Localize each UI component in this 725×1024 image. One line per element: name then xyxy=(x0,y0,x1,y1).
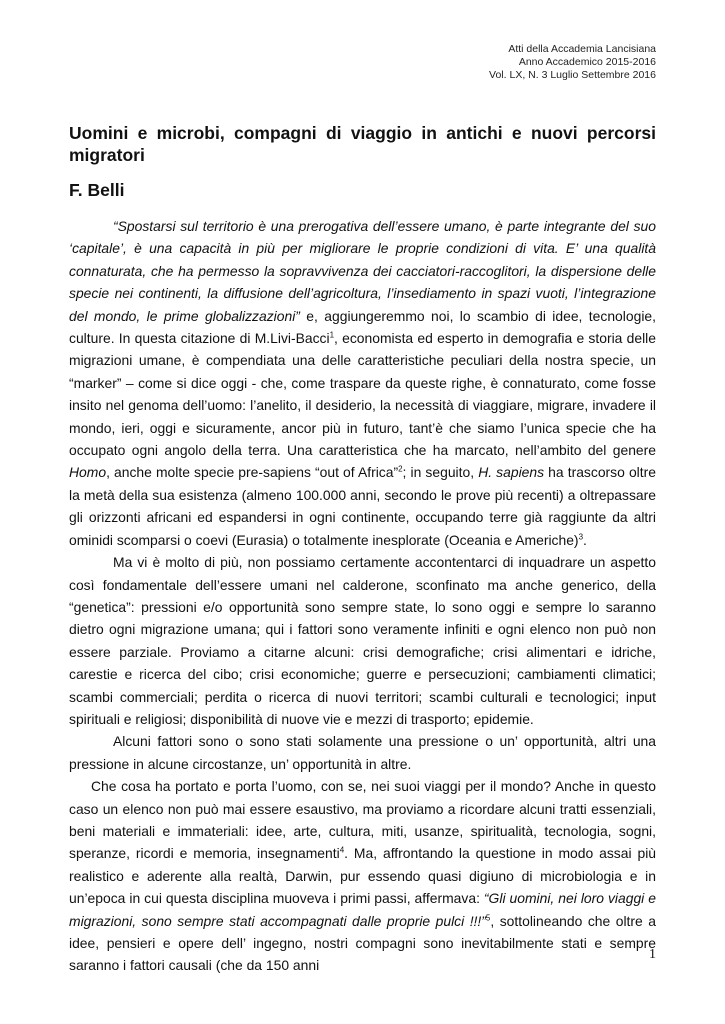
article-title: Uomini e microbi, compagni di viaggio in antichi e nuovi percorsi migratori xyxy=(69,123,656,165)
genus-homo: Homo xyxy=(69,464,107,481)
paragraph-2: Ma vi è molto di più, non possiamo certamente accontentarci di inquadrare un aspetto così fondamentale dell’essere umani nel calderone, sconfinato ma anche generico, della “genetica”: pressioni e/o opportunità sono sempre state, lo sono oggi e sempre lo saranno dietro ogni migrazione umana; qui i fattori sono veramente infiniti e ogni elenco non può non essere parziale. Proviamo a citarne alcuni: crisi demografiche; crisi alimentari e idriche, carestie e ricerca del cibo; crisi economiche; guerre e persecuzioni; cambiamenti climatici; scambi commerciali; perdita o ricerca di nuovi territori; scambi culturali e tecnologici; input spirituali e religiosi; disponibilità di nuove vie e mezzi di trasporto; epidemie. xyxy=(69,554,656,727)
paragraph-3: Alcuni fattori sono o sono stati solamente una pressione o un’ opportunità, altri una pressione in alcune circostanze, un’ opportunità in altre. xyxy=(69,733,656,772)
text-span: . xyxy=(583,531,587,548)
journal-header xyxy=(489,43,656,82)
species-h-sapiens: H. sapiens xyxy=(478,464,545,481)
footnote-ref-3: 3 xyxy=(578,532,584,542)
text-span: Che cosa ha portato e porta l’uomo, con se, nei suoi viaggi per il mondo? Anche in questo caso un elenco non può mai essere esaustivo, ma proviamo a ricordare alcuni tratti essenziali, beni materiali e immateriali: idee, arte, cultura, miti, usanze, spiritualità, tecnologia, sogni, speranze, ricordi e memoria, insegnamenti xyxy=(69,778,656,862)
paragraph-1 xyxy=(69,215,656,551)
article-author: F. Belli xyxy=(69,180,125,200)
header-volume: Vol. LX, N. 3 Luglio Settembre 2016 xyxy=(489,69,656,81)
text-span: . Ma, affrontando la questione in modo assai più realistico e aderente alla realtà, Darwin, pur essendo quasi digiuno di microbiologia e in un’epoca in cui questa disciplina muoveva i primi passi, affermava: xyxy=(69,845,656,907)
paragraph-4 xyxy=(69,775,656,977)
header-journal-name: Atti della Accademia Lancisiana xyxy=(508,43,656,55)
footnote-ref-5: 5 xyxy=(485,912,491,922)
footnote-ref-2: 2 xyxy=(398,464,403,474)
header-academic-year: Anno Accademico 2015-2016 xyxy=(518,56,656,68)
article-body xyxy=(69,215,656,977)
opening-quote: “Spostarsi sul territorio è una prerogativa dell’essere umano, è parte integrante del suo ‘capitale’, è una capacità in più per migliorare le proprie condizioni di vita. E’ una qualità connaturata, che ha permesso la sopravvivenza dei cacciatori-raccoglitori, la dispersione delle specie nei continenti, la diffusione dell’agricoltura, l’insediamento in spazi vuoti, l’integrazione del mondo, le prime globalizzazioni” xyxy=(69,218,656,324)
footnote-ref-1: 1 xyxy=(329,330,335,340)
text-span: , economista ed esperto in demografia e storia delle migrazioni umane, è compendiata una delle caratteristiche peculiari della nostra specie, un “marker” – come si dice oggi - che, come traspare da queste righe, è connaturato, come fosse insito nel genoma dell’uomo: l’anelito, il desiderio, la necessità di viaggiare, migrare, invadere il mondo, ieri, oggi e sicuramente, ancor più in futuro, tant’è che siamo l’unica specie che ha occupato ogni angolo della terra. Una caratteristica che ha marcato, nell’ambito del genere xyxy=(69,330,656,459)
footnote-ref-4: 4 xyxy=(339,845,345,855)
page-number: 1 xyxy=(649,947,656,962)
text-span: ha trascorso oltre la metà della sua esistenza (almeno 100.000 anni, secondo le prove più recenti) a oltrepassare gli orizzonti africani ed espandersi in ogni continente, occupando terre già raggiunte da altri ominidi scomparsi o coevi (Eurasia) o totalmente inesplorate (Oceania e Americhe) xyxy=(69,464,656,548)
text-span: ; in seguito, xyxy=(402,464,479,481)
text-span: , sottolineando che oltre a idee, pensieri e opere dell’ ingegno, nostri compagni sono inevitabilmente stati e sempre saranno i fattori causali (che da 150 anni xyxy=(69,912,656,974)
text-span: , anche molte specie pre-sapiens “out of Africa” xyxy=(106,464,399,481)
text-span: e, aggiungeremmo noi, lo scambio di idee, tecnologie, culture. In questa citazione di M.Livi-Bacci xyxy=(69,307,656,347)
darwin-quote: “Gli uomini, nei loro viaggi e migrazioni, sono sempre stati accompagnati dalle proprie pulci !!!” xyxy=(69,890,656,929)
